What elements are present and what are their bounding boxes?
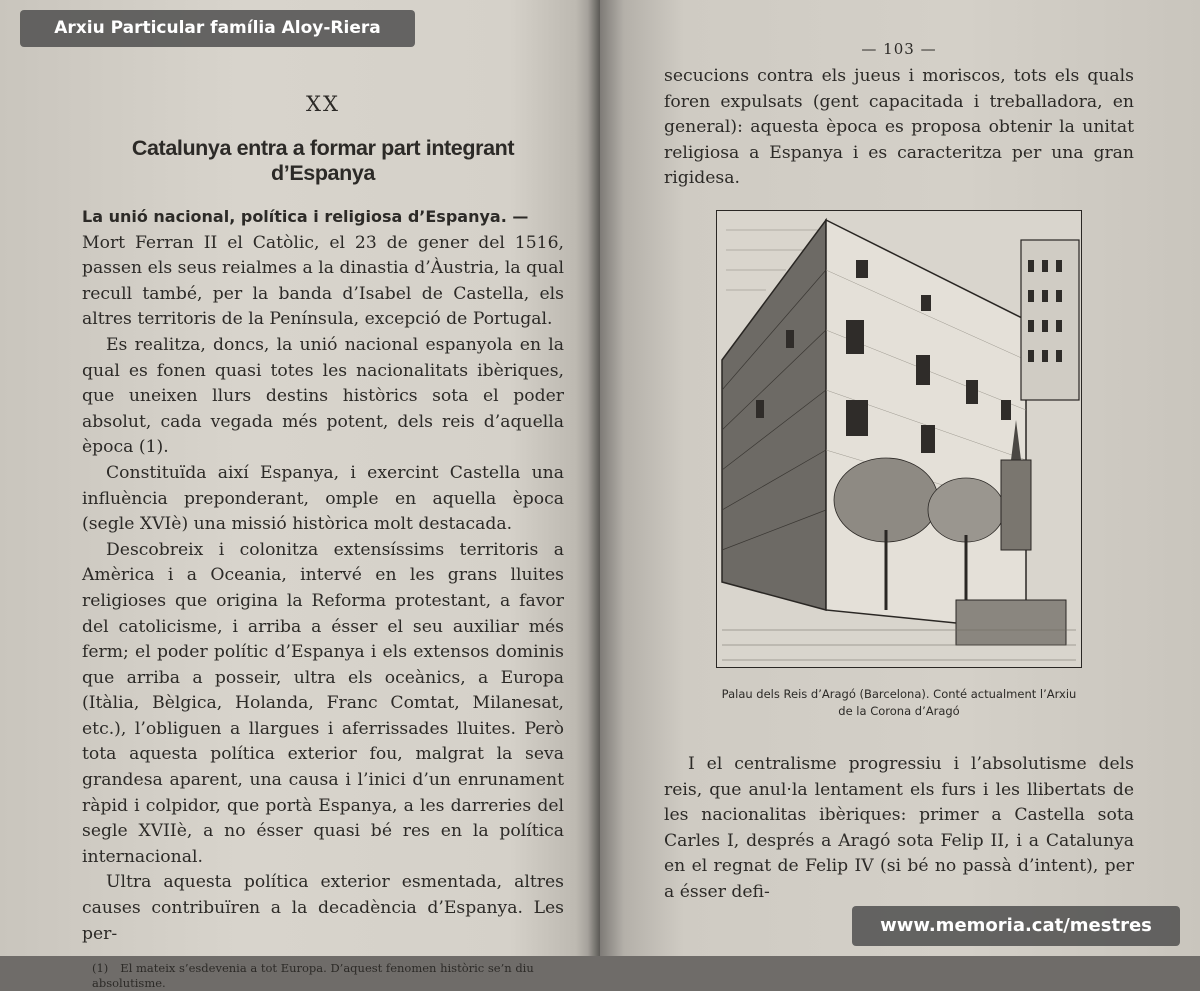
chapter-title: Catalunya entra a formar part integrant d’Espanya	[131, 136, 515, 185]
paragraph: Ultra aquesta política exterior esmentada, altres causes contribuïren a la decadència d’Espanya. Les per-	[82, 872, 564, 944]
right-top-text	[664, 64, 1134, 192]
chapter-number: XX	[306, 92, 340, 116]
footnote	[82, 961, 564, 991]
right-bottom-text	[664, 752, 1134, 906]
figure-caption	[664, 686, 1134, 720]
palace-illustration	[664, 210, 1134, 668]
caption-line-2: de la Corona d’Aragó	[838, 703, 960, 718]
section-heading-paragraph	[82, 204, 564, 231]
left-body-text	[82, 204, 564, 947]
archive-label: Arxiu Particular família Aloy-Riera	[20, 10, 415, 47]
paragraph: Es realitza, doncs, la unió nacional espanyola en la qual es fonen quasi totes les nacionalitats ibèriques, que uneixen llurs destins històrics sota el poder absolut, cada vegada més potent, dels reis d’aquella època (1).	[82, 334, 564, 458]
caption-line-1: Palau dels Reis d’Aragó (Barcelona). Conté actualment l’Arxiu	[721, 686, 1077, 701]
paragraph: Descobreix i colonitza extensíssims territoris a Amèrica i a Oceania, intervé en les grans lluites religioses que origina la Reforma protestant, a favor del catolicisme, i arriba a ésser el seu auxiliar més ferm; el poder polític d’Espanya i els extensos dominis que arriba a posseir, ultra els oceànics, a Europa (Itàlia, Bèlgica, Holanda, Franc Comtat, Milanesat, etc.), l’obliguen a llargues i aferrissades lluites. Però tota aquesta política exterior fou, malgrat la seva grandesa aparent, una causa i l’inici d’un enrunament ràpid i colpidor, que portà Espanya, a les darreries del segle XVIIè, a no ésser quasi bé res en la política internacional.	[82, 539, 564, 867]
paragraph: Constituïda així Espanya, i exercint Castella una influència preponderant, omple en aquella època (segle XVIè) una missió històrica molt destacada.	[82, 462, 564, 535]
palace-engraving-image	[716, 210, 1082, 668]
paragraph: Mort Ferran II el Catòlic, el 23 de gener del 1516, passen els seus reialmes a la dinastia d’Àustria, la qual recull també, per la banda d’Isabel de Castella, els altres territoris de la Península, excepció de Portugal.	[82, 232, 564, 330]
footnote-text: El mateix s’esdevenia a tot Europa. D’aquest fenomen històric se’n diu absolutisme.	[92, 961, 534, 991]
footnote-number: (1)	[92, 961, 109, 976]
site-url-label[interactable]: www.memoria.cat/mestres	[852, 906, 1180, 946]
paragraph: secucions contra els jueus i moriscos, tots els quals foren expulsats (gent capacitada i treballadora, en general): aquesta època es proposa obtenir la unitat religiosa a Espanya i es caracteritza per una gran rigidesa.	[664, 66, 1134, 189]
right-page	[600, 0, 1200, 956]
paragraph: I el centralisme progressiu i l’absolutisme dels reis, que anul·la lentament els furs i les llibertats de les nacionalitas ibèriques: primer a Castella sota Carles I, després a Aragó sota Felip II, i a Catalunya en el regnat de Felip IV (si bé no passà d’intent), per a ésser defi-	[664, 753, 1134, 902]
section-heading: La unió nacional, política i religiosa d’Espanya. —	[82, 207, 529, 226]
page-number: — 103 —	[861, 40, 937, 58]
